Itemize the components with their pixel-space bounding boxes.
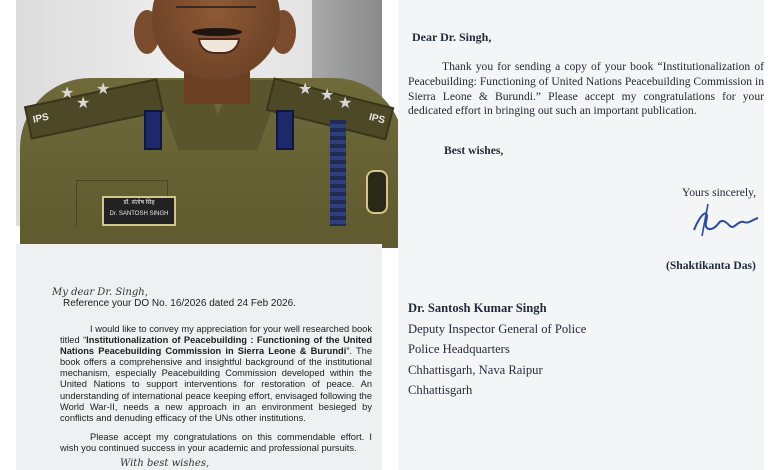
name-plate: [102, 196, 176, 226]
star-icon: ★: [60, 85, 75, 102]
letter-body: Thank you for sending a copy of your book “Institutionalization of Peacebuilding: Functioning of United Nations Peacebuilding Commission in Sierra Leone & Burundi.” Please accept my congratulations for your dedicated effort in bringing out such an important publication.: [408, 60, 764, 118]
collar-tab-right: [276, 110, 294, 150]
star-icon: ★: [338, 95, 353, 112]
reference-line: Reference your DO No. 16/2026 dated 24 Feb 2026.: [63, 298, 296, 309]
paragraph-rest: ”. The book offers a comprehensive and insightful background of the institutional mechanism, especially Peacebuilding Commission developed within the United Nations to support interventions for restoration of peace. An understanding of international peace keeping effort, envisaged following the World War-II, needs a new approach in an environment besieged by conflicts and denuding efficacy of the UNs other institutions.: [60, 346, 372, 423]
governor-letter: [398, 0, 764, 470]
star-icon: ★: [96, 81, 111, 98]
ips-insignia-left: IPS: [31, 111, 50, 126]
recipient-state: Chhattisgarh: [408, 383, 473, 398]
handwritten-greeting: My dear Dr. Singh,: [52, 287, 148, 298]
star-icon: ★: [320, 87, 335, 104]
collar-tab-left: [144, 110, 162, 150]
signature-image: [688, 196, 764, 240]
letter-paragraph-1: [60, 324, 372, 424]
paragraph-lead: I would like to convey my appreciation for your well researched book titled “: [60, 324, 372, 346]
recipient-designation: Deputy Inspector General of Police: [408, 321, 587, 336]
salutation: Dear Dr. Singh,: [412, 30, 492, 44]
ips-insignia-right: IPS: [367, 111, 387, 127]
star-icon: ★: [76, 95, 91, 112]
reference-letter: [16, 244, 382, 470]
lanyard: [330, 120, 346, 226]
recipient-name: Dr. Santosh Kumar Singh: [408, 301, 547, 315]
name-plate-english: Dr. SANTOSH SINGH: [109, 211, 169, 217]
best-wishes: Best wishes,: [444, 144, 504, 157]
letter-paragraph-2: [60, 432, 372, 454]
congratulations-text: Please accept my congratulations on this commendable effort. I wish you continued success in your academic and professional pursuits.: [60, 432, 372, 454]
glasses: [176, 0, 256, 8]
name-plate-hindi: डॉ. संतोष सिंह: [123, 200, 155, 206]
star-icon: ★: [298, 81, 313, 98]
recipient-office: Police Headquarters: [408, 342, 510, 357]
handwritten-closing: With best wishes,: [120, 458, 210, 469]
mustache: [192, 28, 242, 36]
yours-sincerely: Yours sincerely,: [682, 186, 757, 199]
book-title: Institutionalization of Peacebuilding : Functioning of the United Nations Peacebuilding Commission in Sierra Leone & Burundi: [60, 335, 372, 357]
officer-portrait-photo: [16, 0, 387, 226]
recipient-address: [408, 298, 586, 401]
recipient-city: Chhattisgarh, Nava Raipur: [408, 362, 543, 377]
badge-emblem: [366, 170, 388, 214]
signer-name: (Shaktikanta Das): [666, 259, 756, 272]
